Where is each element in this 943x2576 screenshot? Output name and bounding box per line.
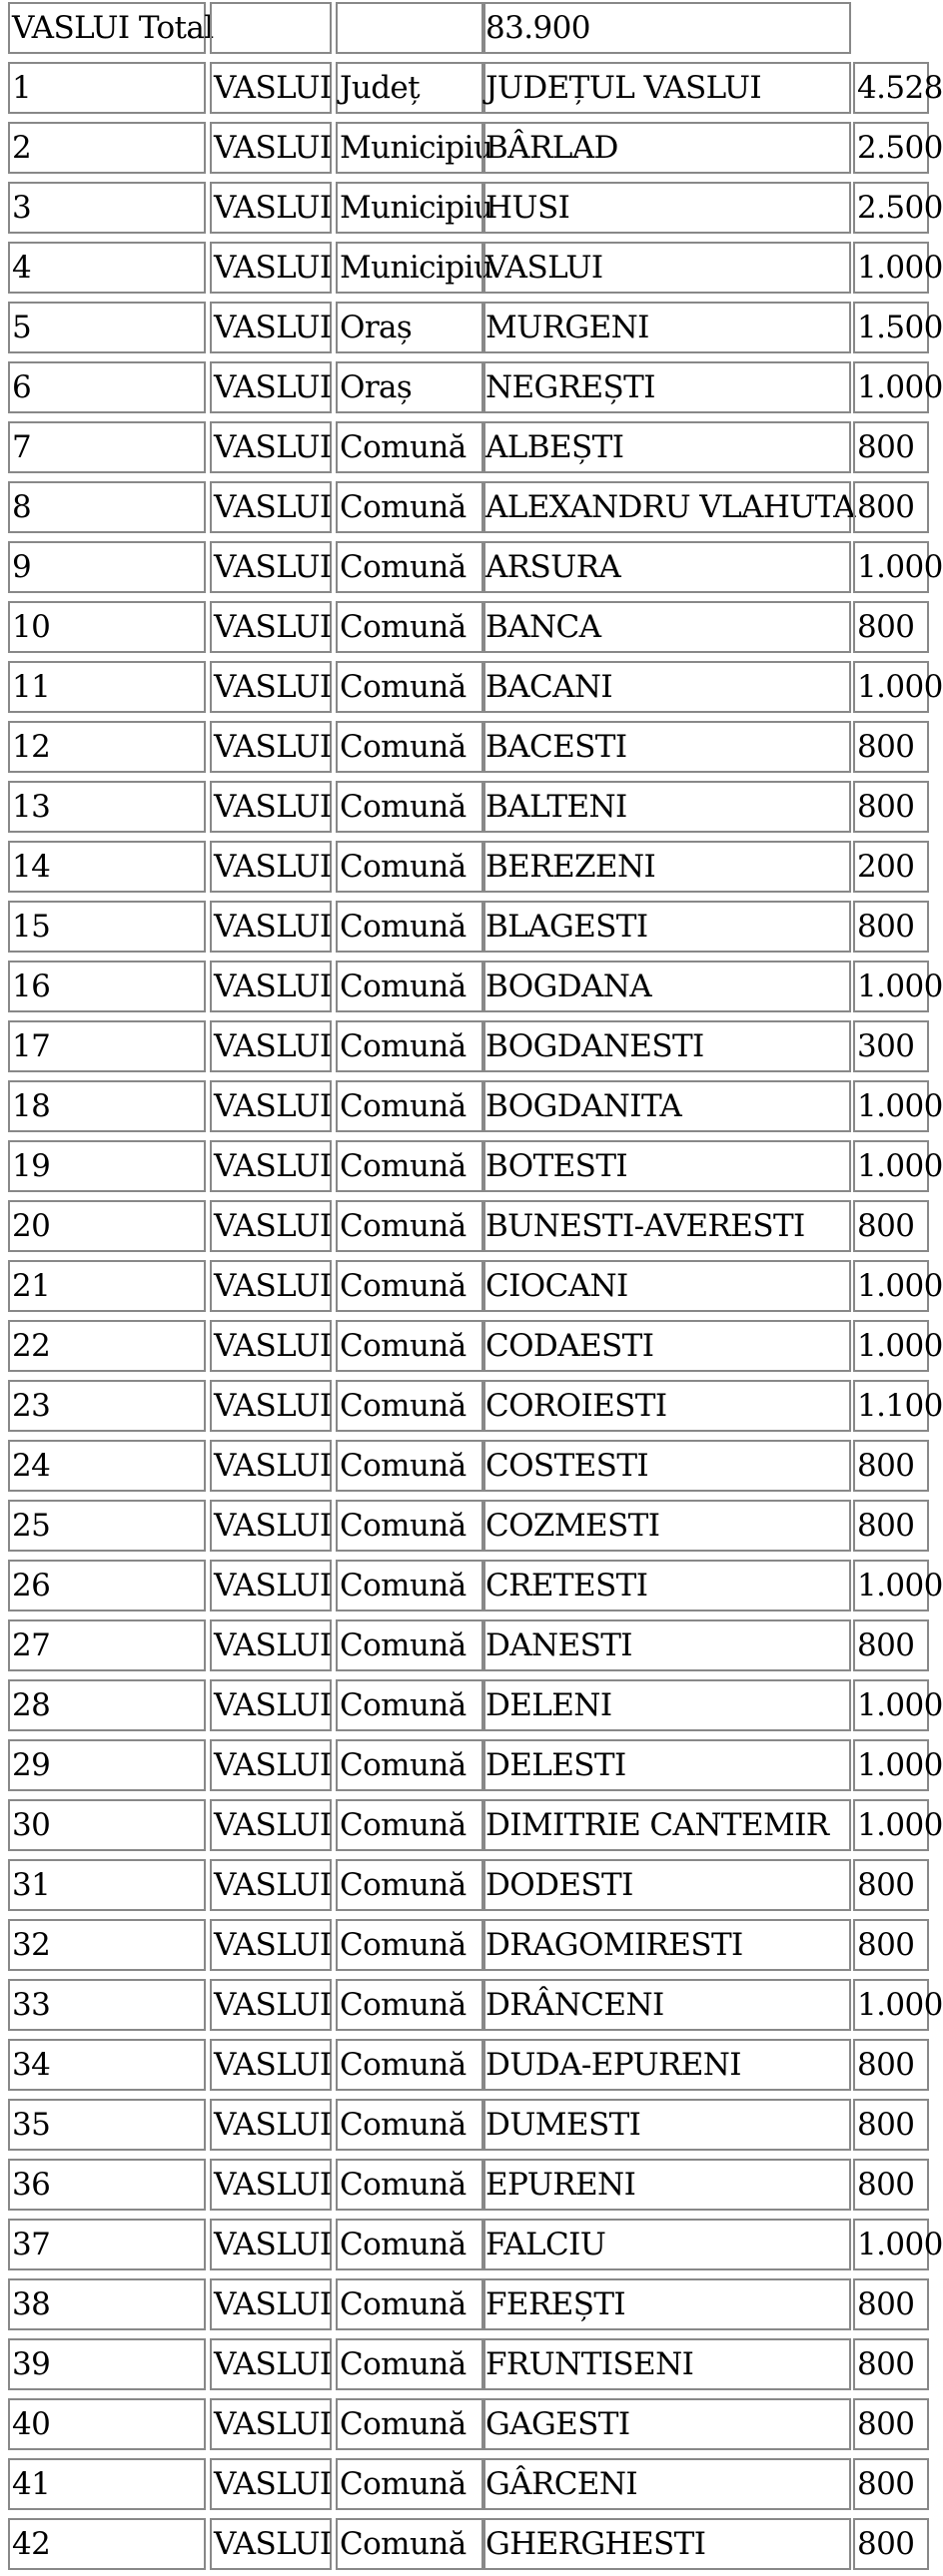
locality-name-cell: JUDEȚUL VASLUI [481,62,851,114]
unit-type-cell: Comună [336,1440,485,1492]
amount-cell: 4.528 [853,62,929,114]
amount-cell: 2.500 [853,122,929,174]
row-number-cell: 38 [8,2278,206,2330]
unit-type-cell: Comună [336,481,485,533]
county-cell: VASLUI [210,1080,332,1132]
amount-cell: 1.000 [853,1080,929,1132]
table-row [8,1378,943,1438]
unit-type-cell: Comună [336,721,485,773]
county-cell: VASLUI [210,1919,332,1971]
unit-type-cell: Municipiu [336,242,485,294]
amount-cell: 1.000 [853,1560,929,1611]
locality-name-cell: GAGESTI [481,2398,851,2450]
locality-name-cell: DIMITRIE CANTEMIR [481,1799,851,1851]
table-row [8,599,929,659]
row-number-cell: 39 [8,2338,206,2390]
county-cell: VASLUI [210,901,332,953]
amount-cell: 800 [853,2338,929,2390]
locality-name-cell: EPURENI [481,2159,851,2211]
row-number-cell: 22 [8,1320,206,1372]
row-number-cell: 18 [8,1080,206,1132]
locality-name-cell: HUSI [481,182,851,234]
locality-name-cell: DELENI [481,1679,851,1731]
row-number-cell: 3 [8,182,206,234]
table-row [8,2037,929,2097]
amount-cell: 800 [853,1619,929,1671]
unit-type-cell: Comună [336,1679,485,1731]
unit-type-cell: Comună [336,2099,485,2151]
locality-name-cell: BOGDANITA [481,1080,851,1132]
unit-type-cell: Comună [336,1619,485,1671]
row-number-cell: 24 [8,1440,206,1492]
unit-type-cell: Comună [336,2039,485,2091]
table-row [8,719,929,779]
amount-cell: 1.000 [853,661,929,713]
unit-type-cell: Comună [336,2219,485,2270]
locality-name-cell: MURGENI [481,302,851,353]
total-row [8,0,929,60]
row-number-cell: 27 [8,1619,206,1671]
unit-type-cell: Comună [336,961,485,1012]
unit-type-cell: Comună [336,781,485,833]
county-cell: VASLUI [210,1020,332,1072]
amount-cell: 1.000 [853,1739,929,1791]
unit-type-cell: Comună [336,1200,485,1252]
locality-name-cell: FRUNTISENI [481,2338,851,2390]
unit-type-cell: Comună [336,601,485,653]
county-cell: VASLUI [210,1560,332,1611]
table-row [8,240,943,300]
unit-type-cell: Comună [336,1380,485,1432]
county-cell: VASLUI [210,2278,332,2330]
county-cell: VASLUI [210,182,332,234]
amount-cell: 800 [853,2039,929,2091]
locality-name-cell: DODESTI [481,1859,851,1911]
unit-type-cell: Comună [336,2338,485,2390]
locality-name-cell: BEREZENI [481,841,851,893]
table-row [8,2157,929,2217]
row-number-cell: 31 [8,1859,206,1911]
amount-cell: 800 [853,1440,929,1492]
unit-type-cell: Comună [336,1919,485,1971]
county-cell: VASLUI [210,302,332,353]
county-cell: VASLUI [210,2159,332,2211]
row-number-cell: 9 [8,541,206,593]
row-number-cell: 4 [8,242,206,294]
table-row [8,839,929,899]
county-cell: VASLUI [210,1619,332,1671]
unit-type-cell: Județ [336,62,485,114]
unit-type-cell: Comună [336,1859,485,1911]
locality-name-cell: BOTESTI [481,1140,851,1192]
amount-cell: 800 [853,2518,929,2570]
county-cell: VASLUI [210,361,332,413]
unit-type-cell: Comună [336,541,485,593]
county-cell: VASLUI [210,1320,332,1372]
table-row [8,1438,929,1498]
table-row [8,959,943,1018]
row-number-cell: 23 [8,1380,206,1432]
unit-type-cell: Comună [336,661,485,713]
county-cell: VASLUI [210,721,332,773]
county-cell: VASLUI [210,2039,332,2091]
amount-cell: 800 [853,2099,929,2151]
table-row [8,359,943,419]
row-number-cell: 11 [8,661,206,713]
locality-name-cell: FEREȘTI [481,2278,851,2330]
locality-name-cell: DELESTI [481,1739,851,1791]
amount-cell: 1.000 [853,1979,929,2031]
county-cell: VASLUI [210,1500,332,1552]
table-row [8,779,929,839]
row-number-cell: 37 [8,2219,206,2270]
row-number-cell: 42 [8,2518,206,2570]
row-number-cell: 30 [8,1799,206,1851]
unit-type-cell: Oraș [336,361,485,413]
amount-cell: 800 [853,1859,929,1911]
unit-type-cell: Comună [336,2398,485,2450]
table-row [8,1078,943,1138]
locality-name-cell: GÂRCENI [481,2458,851,2510]
amount-cell: 1.000 [853,1320,929,1372]
empty-cell [210,2,332,54]
locality-name-cell: CRETESTI [481,1560,851,1611]
amount-cell: 800 [853,901,929,953]
table-row [8,120,943,180]
amount-cell: 800 [853,1200,929,1252]
county-cell: VASLUI [210,2099,332,2151]
unit-type-cell: Comună [336,1979,485,2031]
amount-cell: 1.000 [853,1679,929,1731]
amount-cell: 800 [853,2458,929,2510]
locality-name-cell: BACANI [481,661,851,713]
unit-type-cell: Comună [336,2458,485,2510]
row-number-cell: 1 [8,62,206,114]
table-row [8,1018,929,1078]
locality-name-cell: DUDA-EPURENI [481,2039,851,2091]
table-body [8,60,943,2576]
amount-cell: 800 [853,721,929,773]
table-row [8,1498,929,1558]
row-number-cell: 36 [8,2159,206,2211]
row-number-cell: 25 [8,1500,206,1552]
table-row [8,2336,929,2396]
unit-type-cell: Comună [336,1020,485,1072]
county-cell: VASLUI [210,1859,332,1911]
row-number-cell: 2 [8,122,206,174]
table-row [8,1917,929,1977]
row-number-cell: 12 [8,721,206,773]
locality-name-cell: BUNESTI-AVERESTI [481,1200,851,1252]
amount-cell: 800 [853,481,929,533]
row-number-cell: 10 [8,601,206,653]
locality-name-cell: VASLUI [481,242,851,294]
table-row [8,1258,943,1318]
row-number-cell: 35 [8,2099,206,2151]
table-row [8,1737,943,1797]
row-number-cell: 41 [8,2458,206,2510]
locality-name-cell: BOGDANA [481,961,851,1012]
county-cell: VASLUI [210,961,332,1012]
county-cell: VASLUI [210,1260,332,1312]
row-number-cell: 21 [8,1260,206,1312]
table-row [8,1797,943,1857]
amount-cell: 800 [853,1500,929,1552]
locality-name-cell: COZMESTI [481,1500,851,1552]
table-row [8,180,943,240]
county-cell: VASLUI [210,541,332,593]
locality-name-cell: ALBEȘTI [481,421,851,473]
county-cell: VASLUI [210,2458,332,2510]
county-cell: VASLUI [210,2518,332,2570]
county-cell: VASLUI [210,1380,332,1432]
locality-name-cell: BANCA [481,601,851,653]
table-row [8,1138,943,1198]
table-row [8,1677,943,1737]
total-value-cell: 83.900 [481,2,851,54]
locality-name-cell: DUMESTI [481,2099,851,2151]
row-number-cell: 17 [8,1020,206,1072]
county-cell: VASLUI [210,661,332,713]
table-row [8,659,943,719]
row-number-cell: 8 [8,481,206,533]
unit-type-cell: Comună [336,841,485,893]
table-row [8,1558,943,1617]
locality-name-cell: CIOCANI [481,1260,851,1312]
table-row [8,899,929,959]
unit-type-cell: Comună [336,1500,485,1552]
table-row [8,1977,943,2037]
locality-name-cell: ALEXANDRU VLAHUTA [481,481,851,533]
table-row [8,300,943,359]
locality-name-cell: BÂRLAD [481,122,851,174]
unit-type-cell: Comună [336,1140,485,1192]
row-number-cell: 32 [8,1919,206,1971]
allocation-table [8,0,943,2576]
county-cell: VASLUI [210,1440,332,1492]
locality-name-cell: DANESTI [481,1619,851,1671]
table-row [8,539,943,599]
row-number-cell: 16 [8,961,206,1012]
locality-name-cell: ARSURA [481,541,851,593]
locality-name-cell: BALTENI [481,781,851,833]
amount-cell: 1.000 [853,1260,929,1312]
table-row [8,2217,943,2276]
county-cell: VASLUI [210,242,332,294]
table-row [8,2456,929,2516]
row-number-cell: 20 [8,1200,206,1252]
amount-cell: 1.500 [853,302,929,353]
unit-type-cell: Municipiu [336,122,485,174]
table-row [8,1617,929,1677]
locality-name-cell: COROIESTI [481,1380,851,1432]
empty-cell [336,2,485,54]
unit-type-cell: Comună [336,1560,485,1611]
table-row [8,1318,943,1378]
amount-cell: 800 [853,2398,929,2450]
amount-cell: 1.000 [853,1140,929,1192]
county-cell: VASLUI [210,781,332,833]
amount-cell: 200 [853,841,929,893]
amount-cell: 800 [853,2159,929,2211]
amount-cell: 1.000 [853,541,929,593]
county-cell: VASLUI [210,421,332,473]
amount-cell: 1.000 [853,961,929,1012]
table-row [8,1857,929,1917]
unit-type-cell: Comună [336,1080,485,1132]
table-row [8,2396,929,2456]
county-cell: VASLUI [210,1200,332,1252]
unit-type-cell: Municipiu [336,182,485,234]
row-number-cell: 14 [8,841,206,893]
row-number-cell: 5 [8,302,206,353]
unit-type-cell: Comună [336,421,485,473]
locality-name-cell: CODAESTI [481,1320,851,1372]
table-row [8,1198,929,1258]
table-row [8,2276,929,2336]
county-cell: VASLUI [210,2338,332,2390]
unit-type-cell: Comună [336,2159,485,2211]
row-number-cell: 7 [8,421,206,473]
amount-cell: 1.000 [853,361,929,413]
amount-cell: 300 [853,1020,929,1072]
amount-cell: 800 [853,1919,929,1971]
amount-cell: 800 [853,781,929,833]
row-number-cell: 6 [8,361,206,413]
county-cell: VASLUI [210,2398,332,2450]
amount-cell: 800 [853,2278,929,2330]
table-row [8,2516,929,2576]
unit-type-cell: Oraș [336,302,485,353]
county-cell: VASLUI [210,62,332,114]
locality-name-cell: GHERGHESTI [481,2518,851,2570]
locality-name-cell: BACESTI [481,721,851,773]
unit-type-cell: Comună [336,2518,485,2570]
row-number-cell: 13 [8,781,206,833]
county-cell: VASLUI [210,122,332,174]
amount-cell: 800 [853,421,929,473]
amount-cell: 1.000 [853,2219,929,2270]
locality-name-cell: BOGDANESTI [481,1020,851,1072]
unit-type-cell: Comună [336,2278,485,2330]
row-number-cell: 15 [8,901,206,953]
amount-cell: 1.000 [853,242,929,294]
unit-type-cell: Comună [336,1320,485,1372]
county-cell: VASLUI [210,841,332,893]
locality-name-cell: DRAGOMIRESTI [481,1919,851,1971]
unit-type-cell: Comună [336,1799,485,1851]
county-cell: VASLUI [210,481,332,533]
amount-cell: 2.500 [853,182,929,234]
unit-type-cell: Comună [336,901,485,953]
row-number-cell: 19 [8,1140,206,1192]
total-label-cell: VASLUI Total [8,2,206,54]
locality-name-cell: BLAGESTI [481,901,851,953]
county-cell: VASLUI [210,1140,332,1192]
locality-name-cell: COSTESTI [481,1440,851,1492]
county-cell: VASLUI [210,1799,332,1851]
unit-type-cell: Comună [336,1739,485,1791]
table-row [8,2097,929,2157]
row-number-cell: 28 [8,1679,206,1731]
amount-cell: 800 [853,601,929,653]
locality-name-cell: FALCIU [481,2219,851,2270]
county-cell: VASLUI [210,1679,332,1731]
table-row [8,419,929,479]
county-cell: VASLUI [210,601,332,653]
county-cell: VASLUI [210,2219,332,2270]
locality-name-cell: NEGREȘTI [481,361,851,413]
locality-name-cell: DRÂNCENI [481,1979,851,2031]
table-row [8,479,929,539]
amount-cell: 1.100 [853,1380,929,1432]
county-cell: VASLUI [210,1979,332,2031]
table-row [8,60,943,120]
unit-type-cell: Comună [336,1260,485,1312]
row-number-cell: 29 [8,1739,206,1791]
county-cell: VASLUI [210,1739,332,1791]
amount-cell: 1.000 [853,1799,929,1851]
row-number-cell: 34 [8,2039,206,2091]
row-number-cell: 26 [8,1560,206,1611]
row-number-cell: 40 [8,2398,206,2450]
row-number-cell: 33 [8,1979,206,2031]
